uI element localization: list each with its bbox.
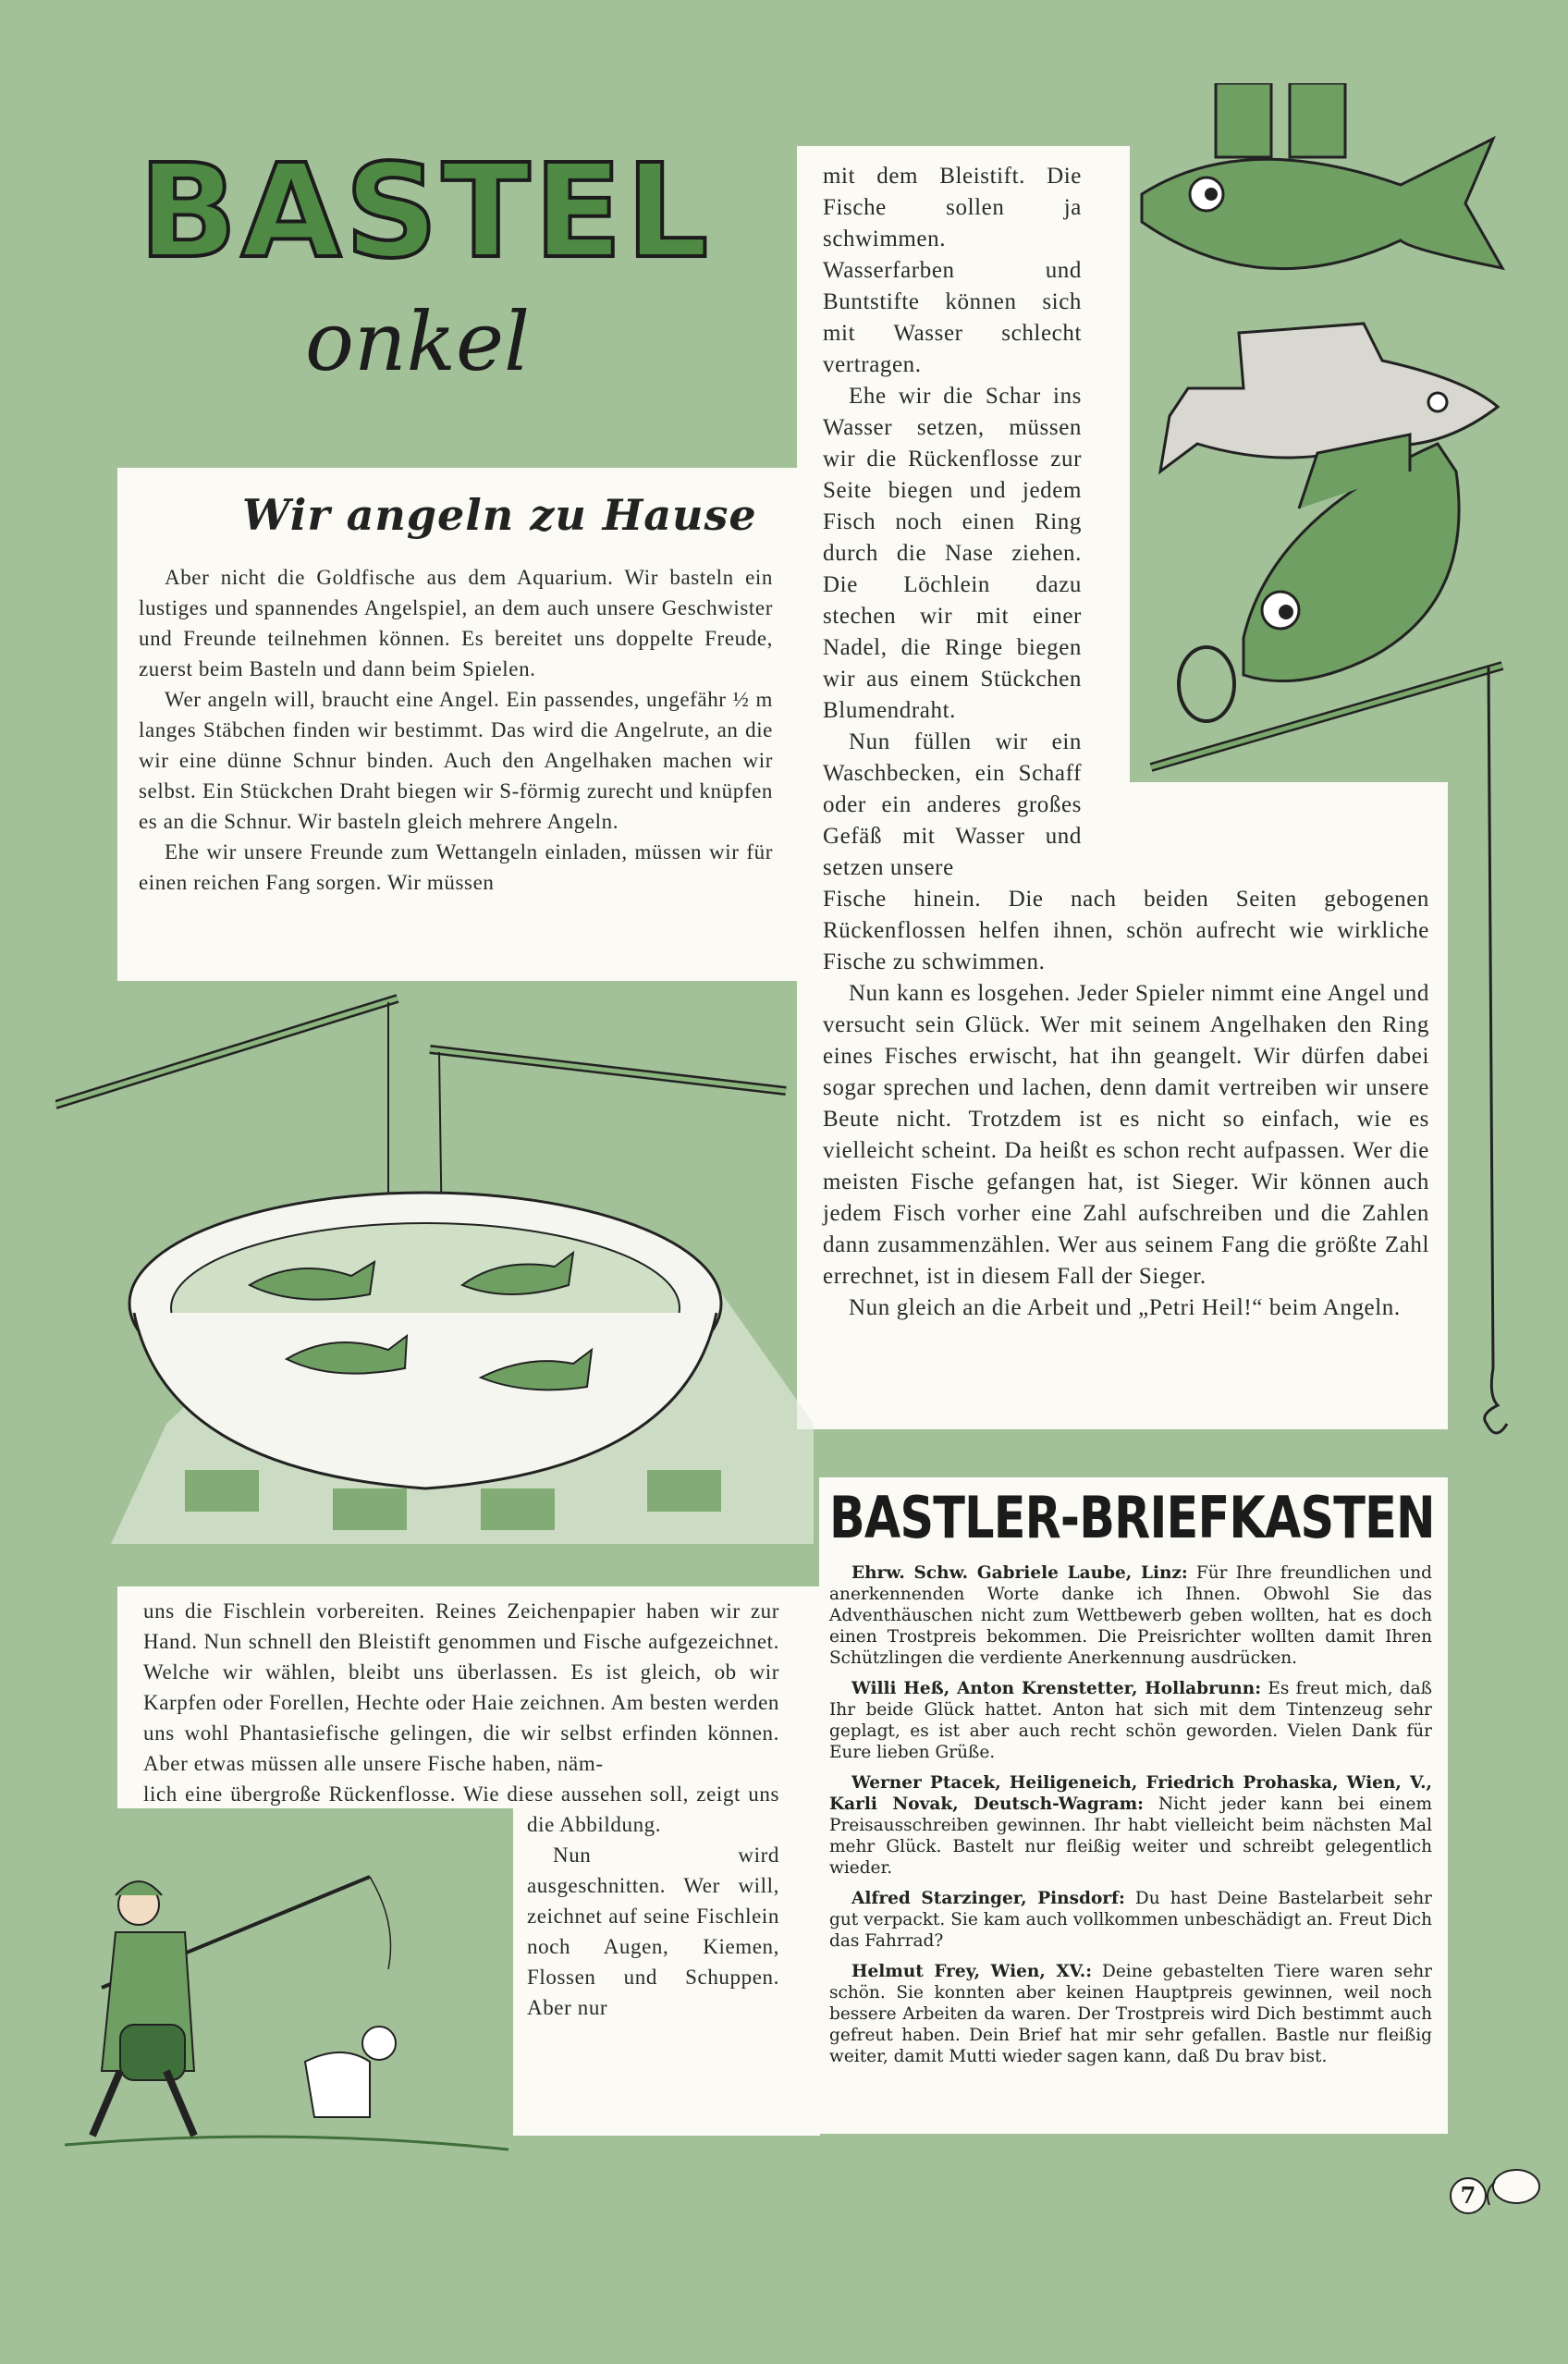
letter-sender: Ehrw. Schw. Gabriele Laube, Linz: <box>851 1563 1188 1583</box>
elephant-mascot-icon <box>1484 2154 1549 2210</box>
letter-item <box>829 1961 1432 2067</box>
logo <box>139 139 730 407</box>
paragraph: Nun gleich an die Arbeit und „Petri Heil!“ beim Angeln. <box>849 1295 1401 1320</box>
page-number: 7 <box>1460 2182 1476 2209</box>
letter-text: Nicht jeder kann bei einem Preisausschreiben gewinnen. Ihr habt vielleicht beim nächsten Mal mehr Glück. Bastelt nur fleißig weiter und schreibt gelegentlich wieder. <box>829 1794 1432 1878</box>
paragraph: mit dem Bleistift. Die Fische sollen ja schwimmen. Wasserfarben und Buntstifte können sich mit Wasser schlecht vertragen. <box>823 164 1082 377</box>
paragraph: Wer angeln will, braucht eine Angel. Ein passendes, ungefähr ½ m langes Stäbchen finden wir bestimmt. Das wird die Angelrute, an die wir eine dünne Schnur binden. Auch den Angelhaken machen wir selbst. Ein Stückchen Draht biegen wir S-förmig zurecht und knüpfen es an die Schnur. Wir basteln gleich mehrere Angeln. <box>139 688 773 833</box>
letter-text: Es freut mich, daß Ihr beide Glück hattet. Anton hat sich mit dem Tintenzeug sehr geplagt, es ist aber auch recht schön geworden. Vielen Dank für Eure lieben Grüße. <box>829 1679 1432 1762</box>
letter-item <box>829 1772 1432 1879</box>
letter-sender: Alfred Starzinger, Pinsdorf: <box>851 1889 1125 1908</box>
letter-item <box>829 1678 1432 1763</box>
article-text-left-top <box>139 562 773 898</box>
paragraph: Aber nicht die Goldfische aus dem Aquarium. Wir basteln ein lustiges und spannendes Angelspiel, an dem auch unsere Geschwister und Freunde teilnehmen können. Es bereitet uns doppelte Freude, zuerst beim Basteln und dann beim Spielen. <box>139 566 773 680</box>
paragraph: uns die Fischlein vorbereiten. Reines Zeichenpapier haben wir zur Hand. Nun schnell den Bleistift genommen und Fische aufgezeichnet. Welche wir wählen, bleibt uns überlassen. Es ist gleich, ob wir Karpfen oder Forellen, Hechte oder Haie zeichnen. Am besten werden uns wohl Phantasiefische gelingen, die wir selbst erfinden können. Aber etwas müssen alle unsere Fische haben, näm- <box>143 1599 779 1775</box>
letter-sender: Werner Ptacek, Heiligeneich, Friedrich Prohaska, Wien, V., Karli Novak, Deutsch-Wagram: <box>829 1773 1432 1814</box>
letter-text: Du hast Deine Bastelarbeit sehr gut verpackt. Sie kam auch vollkommen unbeschädigt an. Freut Dich das Fahrrad? <box>829 1889 1432 1951</box>
fishing-bowl-illustration <box>55 989 823 1553</box>
letter-item <box>829 1562 1432 1669</box>
briefkasten-title: BASTLER-BRIEFKASTEN <box>829 1484 1435 1551</box>
logo-word-bastel: BASTEL <box>139 137 713 288</box>
article-title: Wir angeln zu Hause <box>242 490 757 540</box>
logo-word-onkel: onkel <box>305 294 531 389</box>
paragraph: Ehe wir die Schar ins Wasser setzen, müssen wir die Rückenflosse zur Seite biegen und jedem Fisch noch einen Ring durch die Nase ziehen. Die Löchlein dazu stechen wir mit einer Nadel, die Ringe biegen wir aus einem Stückchen Blumendraht. <box>823 384 1082 723</box>
paragraph: Nun füllen wir ein Waschbecken, ein Schaff oder ein anderes großes Gefäß mit Wasser und setzen unsere <box>823 729 1082 880</box>
letter-sender: Helmut Frey, Wien, XV.: <box>851 1962 1093 1981</box>
paragraph: Ehe wir unsere Freunde zum Wettangeln einladen, müssen wir für einen reichen Fang sorgen. Wir müssen <box>139 840 773 894</box>
fisherman-with-dog-illustration <box>65 1858 508 2173</box>
fish-area-spacer <box>1082 161 1429 873</box>
article-text-right <box>823 161 1429 1324</box>
letter-text: Für Ihre freundlichen und anerkennenden Worte danke ich Ihnen. Obwohl Sie das Adventhäuschen nicht zum Wettbewerb geben wollten, hat es doch einen Trostpreis bekommen. Die Preisrichter wollten damit Ihren Schützlingen die verdiente Anerkennung ausdrücken. <box>829 1563 1432 1668</box>
letter-text: Deine gebastelten Tiere waren sehr schön. Sie konnten aber keinen Hauptpreis gewinnen, weil noch bessere Arbeiten da waren. Der Trostpreis wird Dich bestimmt auch gefreut haben. Dein Brief hat mir sehr gefallen. Bastle nur fleißig weiter, damit Mutti wieder sagen kann, daß Du brav bist. <box>829 1962 1432 2066</box>
briefkasten-letters <box>829 1562 1432 2076</box>
fishing-line-hook-icon <box>1470 666 1525 1442</box>
paragraph: lich eine übergroße Rückenflosse. Wie diese aussehen soll, zeigt uns die Abbildung. <box>143 1782 779 1836</box>
paragraph: Nun wird ausgeschnitten. Wer will, zeichnet auf seine Fischlein noch Augen, Kiemen, Flossen und Schuppen. Aber nur <box>527 1843 779 2019</box>
letter-item <box>829 1888 1432 1952</box>
page-number-badge <box>1450 2177 1487 2214</box>
paragraph: Nun kann es losgehen. Jeder Spieler nimmt eine Angel und versucht sein Glück. Wer mit seinem Angelhaken den Ring eines Fisches erwischt, hat ihn geangelt. Wir dürfen dabei sogar sprechen und lachen, denn damit vertreiben wir unsere Beute nicht. Trotzdem ist es nicht so einfach, wie es vielleicht scheint. Da heißt es schon recht aufpassen. Wer die meisten Fische gefangen hat, ist Sieger. Wir können auch jedem Fisch vorher eine Zahl aufschreiben und die Zahlen dann zusammenzählen. Wer aus seinem Fang die größte Zahl errechnet, ist in diesem Fall der Sieger. <box>823 981 1429 1289</box>
paragraph: Fische hinein. Die nach beiden Seiten gebogenen Rückenflossen helfen ihnen, schön aufrecht wie wirkliche Fische zu schwimmen. <box>823 887 1429 974</box>
letter-sender: Willi Heß, Anton Krenstetter, Hollabrunn: <box>851 1679 1262 1698</box>
